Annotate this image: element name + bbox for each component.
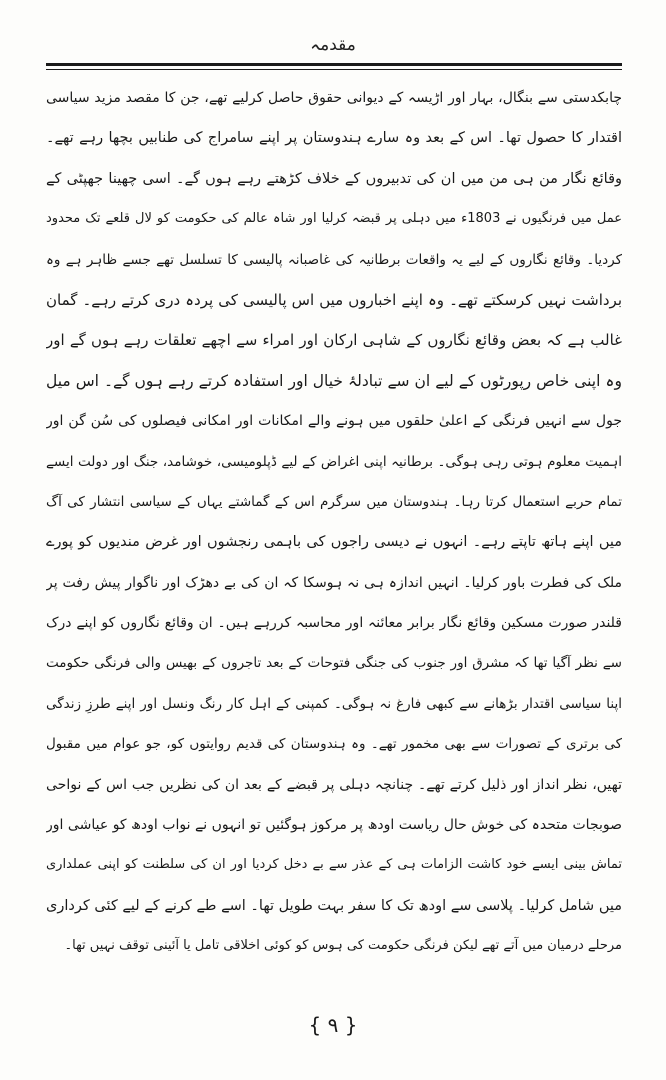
- text-line: تمام حربے استعمال کرتا رہا۔ ہندوستان میں سرگرم اس کے گماشتے یہاں کے سیاسی انتشار کی آگ: [46, 493, 622, 510]
- running-header: مقدمہ: [310, 35, 356, 55]
- text-line: عمل میں فرنگیوں نے 1803ء میں دہلی پر قبضہ کرلیا اور شاہ عالم کی حکومت کو لال قلعے تک محدود: [46, 211, 622, 227]
- text-line: میں شامل کرلیا۔ پلاسی سے اودھ تک کا سفر بہت طویل تھا۔ اسے طے کرنے کے لیے کئی کرداری: [46, 897, 622, 914]
- text-line: اقتدار کا حصول تھا۔ اس کے بعد وہ سارے ہندوستان پر اپنے سامراج کی طنابیں بچھا رہے تھے۔: [46, 130, 622, 147]
- text-line: سے نظر آگیا تھا کہ مشرق اور جنوب کی جنگی فتوحات کے بعد تاجروں کے بھیس والی فرنگی حکومت: [46, 655, 622, 672]
- header-rule-thick: [46, 63, 622, 66]
- text-line-last: مرحلے درمیان میں آتے تھے لیکن فرنگی حکومت کی ہوس کو کوئی اخلاقی تامل یا آئینی توقف نہیں تھا۔: [64, 938, 622, 954]
- text-line: میں اپنے ہاتھ تاپتے رہے۔ انہوں نے دیسی راجوں کی باہمی رنجشوں اور غرض مندیوں کو پورے: [46, 534, 622, 551]
- header-rule-thin: [46, 69, 622, 70]
- page-number: { ۹ }: [308, 1013, 358, 1037]
- text-line: تھیں، نظر انداز اور ذلیل کرتے تھے۔ چنانچہ دہلی پر قبضے کے بعد ان کی نظریں جب اس کے نواحی: [46, 776, 622, 793]
- text-line: صوبجات متحدہ کی خوش حال ریاست اودھ پر مرکوز ہوگئیں تو انہوں نے نواب اودھ کو عیاشی اور: [46, 817, 622, 834]
- text-line: غالب ہے کہ بعض وقائع نگاروں کے شاہی ارکان اور امراء سے اچھے تعلقات رہے ہوں گے اور: [46, 331, 622, 350]
- text-line: جول سے انہیں فرنگی کے اعلیٰ حلقوں میں ہونے والے امکانات اور امکانی فیصلوں کی سُن گن اور: [46, 413, 622, 430]
- text-line: وہ اپنی خاص رپورٹوں کے لیے ان سے تبادلۂ خیال اور استفادہ کرتے رہے ہوں گے۔ اس میل: [46, 371, 622, 390]
- text-line: ملک کی فطرت باور کرلیا۔ انہیں اندازہ ہی نہ ہوسکا کہ ان کی بے دھڑک اور ناگوار پیش رفت پر: [46, 574, 622, 591]
- body-text: [46, 78, 622, 967]
- text-line: کردیا۔ وقائع نگاروں کے لیے یہ واقعات برطانیہ کی غاصبانہ پالیسی کا تسلسل تھے جسے ظاہر ہے وہ: [46, 251, 622, 268]
- text-line: اہمیت معلوم ہوتی رہی ہوگی۔ برطانیہ اپنی اغراض کے لیے ڈپلومیسی، خوشامد، جنگ اور دولت ایسے: [46, 453, 622, 470]
- text-line: قلندر صورت مسکین وقائع نگار برابر معائنہ اور محاسبہ کررہے ہیں۔ ان وقائع نگاروں کو اپنے درک: [46, 615, 622, 632]
- text-line: کی برتری کے تصورات سے بھی مخمور تھے۔ وہ ہندوستان کی قدیم روایتوں کو، جو عوام میں مقبول: [46, 736, 622, 753]
- text-line: چابکدستی سے بنگال، بہار اور اڑیسہ کے دیوانی حقوق حاصل کرلیے تھے، جن کا مقصد مزید سیاسی: [46, 90, 622, 106]
- text-line: وقائع نگار من ہی من میں ان کی تدبیروں کے خلاف کڑھتے رہے ہوں گے۔ اسی چھینا جھپٹی کے: [46, 170, 622, 187]
- text-line: تماش بینی ایسے خود کاشت الزامات ہی کے عذر سے بے دخل کردیا اور ان کی سلطنت کو اپنی عملداری: [46, 857, 622, 873]
- text-line: اپنا سیاسی اقتدار بڑھانے سے کبھی فارغ نہ ہوگی۔ کمپنی کے اہل کار رنگ ونسل اور اپنے طرزِ زندگی: [46, 695, 622, 712]
- text-line: برداشت نہیں کرسکتے تھے۔ وہ اپنے اخباروں میں اس پالیسی کی پردہ دری کرتے رہے۔ گمان: [46, 290, 622, 309]
